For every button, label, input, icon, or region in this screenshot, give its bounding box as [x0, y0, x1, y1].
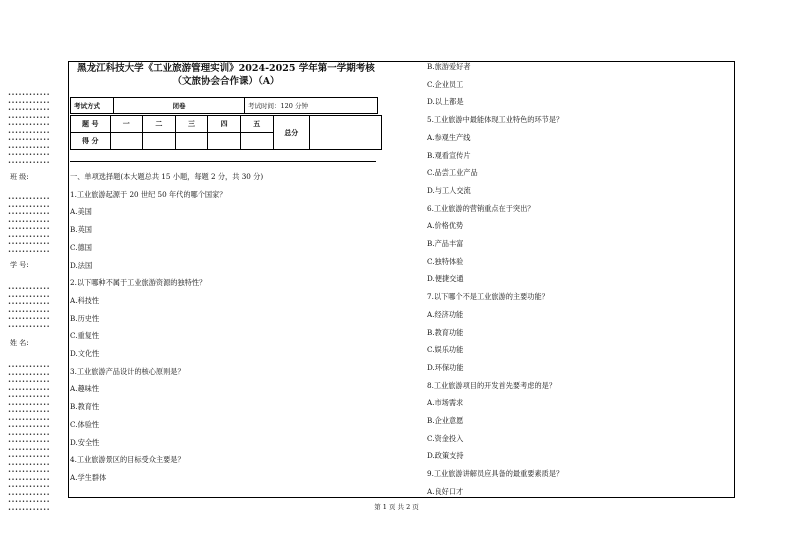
- option-line: C.德国: [70, 242, 92, 252]
- option-line: B.历史性: [70, 313, 100, 323]
- option-line: C.体验性: [70, 419, 100, 429]
- question-number-label: 题 号: [71, 116, 111, 133]
- option-line: D.与工人交流: [427, 185, 471, 195]
- option-line: C.资金投入: [427, 433, 464, 443]
- question-line: 2.以下哪种不属于工业旅游资源的独特性？: [70, 278, 207, 288]
- dot-line-block: •••••••••••• •••••••••••• •••••••••••• •••••••••••• •••••••••••• •••••••••••• •••••••••••• ••••••••••••: [8, 196, 51, 255]
- question-line: 7.以下哪个不是工业旅游的主要功能？: [427, 292, 549, 302]
- option-line: A.市场需求: [427, 398, 464, 408]
- option-line: B.观看宣传片: [427, 150, 471, 160]
- score-column-header: 三: [175, 116, 208, 133]
- option-line: A.经济功能: [427, 309, 464, 319]
- option-line: C.独特体验: [427, 256, 464, 266]
- option-line: D.以上都是: [427, 97, 464, 107]
- section-heading: 一、单项选择题(本大题总共 15 小题，每题 2 分，共 30 分): [70, 172, 264, 181]
- option-line: C.重复性: [70, 331, 100, 341]
- class-label: 班 级:: [10, 173, 29, 181]
- option-line: B.教育性: [70, 402, 100, 412]
- score-column-header: 一: [110, 116, 143, 133]
- option-line: B.旅游爱好者: [427, 62, 471, 71]
- option-line: A.良好口才: [427, 486, 464, 496]
- score-cell: [240, 133, 273, 150]
- option-line: D.便捷交通: [427, 274, 464, 284]
- score-column-header: 五: [240, 116, 273, 133]
- total-score-cell: [310, 116, 382, 150]
- option-line: B.教育功能: [427, 327, 464, 337]
- option-line: A.趣味性: [70, 384, 100, 394]
- option-line: C.品尝工业产品: [427, 168, 478, 178]
- score-column-header: 二: [143, 116, 176, 133]
- score-cell: [143, 133, 176, 150]
- option-line: A.科技性: [70, 295, 100, 305]
- option-line: D.法国: [70, 260, 93, 270]
- score-row-label: 得 分: [71, 133, 111, 150]
- option-line: B.产品丰富: [427, 239, 464, 249]
- option-line: D.安全性: [70, 437, 100, 447]
- time-label: 考试时间：120 分钟: [245, 98, 378, 114]
- questions-column-right: [427, 58, 563, 501]
- option-line: C.企业员工: [427, 79, 464, 89]
- score-cell: [208, 133, 241, 150]
- student-id-label: 学 号:: [10, 261, 29, 269]
- exam-info-table: [70, 97, 378, 114]
- exam-title-line1: 黑龙江科技大学《工业旅游管理实训》2024-2025 学年第一学期考核: [77, 63, 375, 74]
- option-line: A.价格优势: [427, 221, 464, 231]
- question-line: 4.工业旅游景区的目标受众主要是？: [70, 455, 185, 465]
- total-label: 总分: [273, 116, 310, 150]
- exam-title-line2: （文旅协会合作课）（A）: [172, 75, 280, 87]
- questions-column-left: [70, 168, 263, 487]
- option-line: A.参观生产线: [427, 132, 471, 142]
- question-line: 8.工业旅游项目的开发首先要考虑的是？: [427, 380, 557, 390]
- question-line: 1.工业旅游起源于 20 世纪 50 年代的哪个国家？: [70, 189, 227, 199]
- binding-sidebar: [8, 92, 60, 532]
- question-line: 6.工业旅游的营销重点在于突出？: [427, 203, 535, 213]
- option-line: D.文化性: [70, 349, 100, 359]
- option-line: A.学生群体: [70, 472, 107, 482]
- question-line: 9.工业旅游讲解员应具备的最重要素质是？: [427, 469, 564, 479]
- dot-line-block: •••••••••••• •••••••••••• •••••••••••• •••••••••••• •••••••••••• ••••••••••••: [8, 286, 51, 330]
- option-line: A.美国: [70, 207, 92, 217]
- option-line: B.企业意愿: [427, 416, 464, 426]
- option-line: D.环保功能: [427, 362, 464, 372]
- question-line: 5.工业旅游中最能体现工业特色的环节是？: [427, 115, 564, 125]
- score-column-header: 四: [208, 116, 241, 133]
- option-line: B.英国: [70, 225, 92, 235]
- option-line: D.政策支持: [427, 451, 464, 461]
- method-value: 闭卷: [114, 98, 245, 114]
- method-label: 考试方式: [71, 98, 114, 114]
- name-label: 姓 名:: [10, 339, 29, 347]
- dot-line-block: •••••••••••• •••••••••••• •••••••••••• •••••••••••• •••••••••••• •••••••••••• •••••••••••• •••••••••••• •••••••••••• •••••••••••• •••••••••••• •••••••••••• •••••••••••• •••••••••••• •••••••••••• •••••••••••• •••••••••••• •••••••••••• •••••••••••• ••••••••••••: [8, 364, 51, 513]
- exam-title: [70, 63, 382, 88]
- section-divider: [70, 161, 376, 162]
- dot-line-block: •••••••••••• •••••••••••• •••••••••••• •••••••••••• •••••••••••• •••••••••••• •••••••••••• •••••••••••• •••••••••••• ••••••••••••: [8, 92, 51, 166]
- score-cell: [110, 133, 143, 150]
- page-number: 第 1 页 共 2 页: [374, 503, 419, 511]
- score-cell: [175, 133, 208, 150]
- question-line: 3.工业旅游产品设计的核心原则是？: [70, 366, 185, 376]
- header-section: [70, 61, 382, 145]
- score-table: [70, 115, 382, 150]
- option-line: C.娱乐功能: [427, 345, 464, 355]
